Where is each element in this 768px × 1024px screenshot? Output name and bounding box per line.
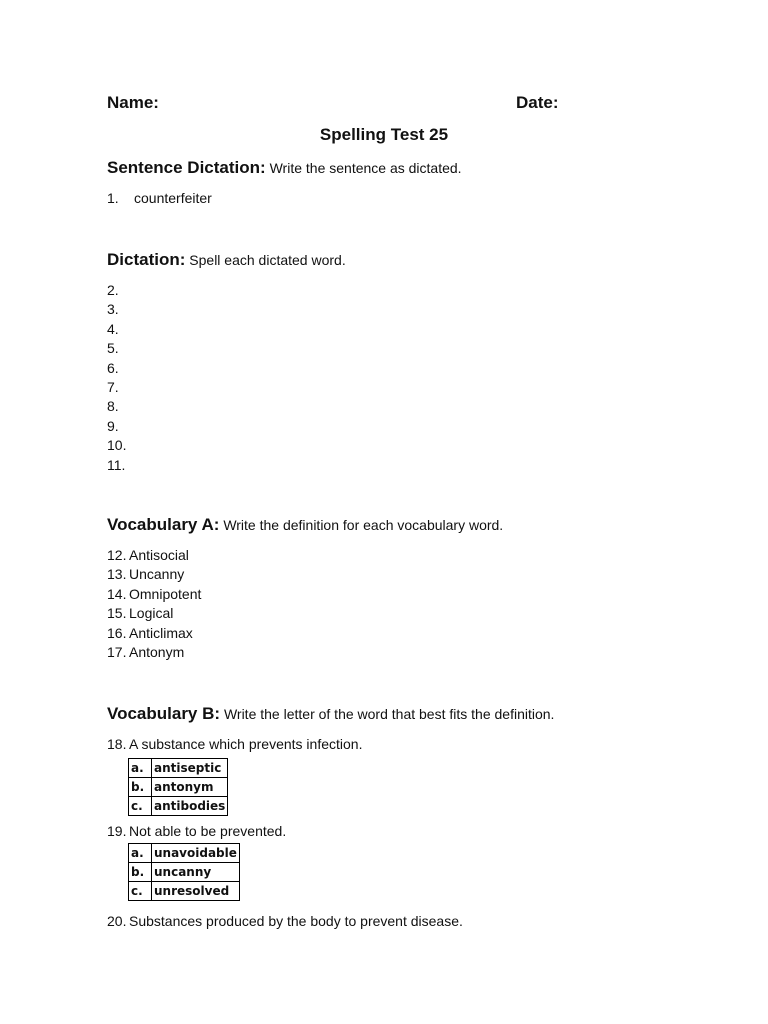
section-instruction: Write the letter of the word that best fits the definition. xyxy=(223,706,555,722)
item-number: 18. xyxy=(107,736,127,752)
question-item xyxy=(107,735,362,754)
name-label: Name: xyxy=(107,93,159,112)
item-number: 7. xyxy=(107,379,119,396)
item-text: Anticlimax xyxy=(129,624,193,641)
list-item xyxy=(107,417,129,436)
list-item xyxy=(107,320,129,339)
item-text: Uncanny xyxy=(129,566,185,583)
question-text: Substances produced by the body to prevent disease. xyxy=(129,913,463,929)
option-letter: c. xyxy=(129,797,152,816)
option-row xyxy=(129,778,228,797)
list-item xyxy=(107,565,201,584)
list-item xyxy=(107,546,201,565)
item-number: 10. xyxy=(107,437,127,454)
page-title: Spelling Test 25 xyxy=(319,125,449,144)
item-number: 16. xyxy=(107,624,127,641)
options-table xyxy=(128,843,240,901)
item-number: 14. xyxy=(107,585,127,602)
list-item xyxy=(107,643,201,662)
item-text: counterfeiter xyxy=(134,190,212,206)
list-item xyxy=(107,456,129,475)
question-text: A substance which prevents infection. xyxy=(129,736,363,752)
list-item xyxy=(107,604,201,623)
question-item xyxy=(107,822,286,841)
item-number: 6. xyxy=(107,359,119,376)
list-item xyxy=(107,624,201,643)
option-letter: a. xyxy=(129,759,152,778)
item-number: 5. xyxy=(107,340,119,357)
option-row xyxy=(129,797,228,816)
item-number: 12. xyxy=(107,547,127,563)
section-instruction: Write the definition for each vocabulary word. xyxy=(223,517,504,533)
option-word: unresolved xyxy=(152,882,240,901)
item-number: 13. xyxy=(107,566,127,583)
dictation-list xyxy=(107,281,129,475)
list-item xyxy=(107,397,129,416)
item-text: Logical xyxy=(129,605,174,622)
item-number: 3. xyxy=(107,301,119,318)
section-instruction: Spell each dictated word. xyxy=(189,252,346,268)
list-item xyxy=(107,359,129,378)
option-letter: b. xyxy=(129,863,152,882)
option-letter: a. xyxy=(129,844,152,863)
option-row xyxy=(129,844,240,863)
option-word: antiseptic xyxy=(152,759,228,778)
vocabulary-a-list xyxy=(107,546,201,662)
option-word: antibodies xyxy=(152,797,228,816)
item-number: 11. xyxy=(107,456,126,473)
item-text: Antonym xyxy=(129,644,185,661)
question-item xyxy=(107,912,463,931)
item-number: 1. xyxy=(107,190,119,206)
list-item xyxy=(107,281,129,300)
item-number: 4. xyxy=(107,320,119,337)
list-item xyxy=(107,378,129,397)
section-label: Vocabulary B: xyxy=(107,704,221,723)
item-number: 19. xyxy=(107,823,127,839)
option-row xyxy=(129,863,240,882)
section-dictation xyxy=(107,250,346,270)
item-number: 17. xyxy=(107,644,127,661)
option-word: unavoidable xyxy=(152,844,240,863)
item-number: 8. xyxy=(107,398,119,415)
item-text: Antisocial xyxy=(129,547,189,563)
item-number: 9. xyxy=(107,417,119,434)
item-number: 20. xyxy=(107,913,127,929)
item-number: 2. xyxy=(107,282,119,298)
section-label: Sentence Dictation: xyxy=(107,158,266,177)
section-label: Dictation: xyxy=(107,250,186,269)
question-text: Not able to be prevented. xyxy=(129,823,287,839)
option-row xyxy=(129,759,228,778)
section-label: Vocabulary A: xyxy=(107,515,220,534)
list-item xyxy=(107,189,212,208)
options-table xyxy=(128,758,228,816)
option-word: antonym xyxy=(152,778,228,797)
option-letter: b. xyxy=(129,778,152,797)
list-item xyxy=(107,300,129,319)
section-vocabulary-b xyxy=(107,704,554,724)
list-item xyxy=(107,585,201,604)
option-row xyxy=(129,882,240,901)
option-letter: c. xyxy=(129,882,152,901)
list-item xyxy=(107,339,129,358)
item-number: 15. xyxy=(107,605,127,622)
section-sentence-dictation xyxy=(107,158,462,178)
item-text: Omnipotent xyxy=(129,585,202,602)
option-word: uncanny xyxy=(152,863,240,882)
section-vocabulary-a xyxy=(107,515,503,535)
list-item xyxy=(107,436,129,455)
section-instruction: Write the sentence as dictated. xyxy=(269,160,462,176)
date-label: Date: xyxy=(516,93,559,112)
